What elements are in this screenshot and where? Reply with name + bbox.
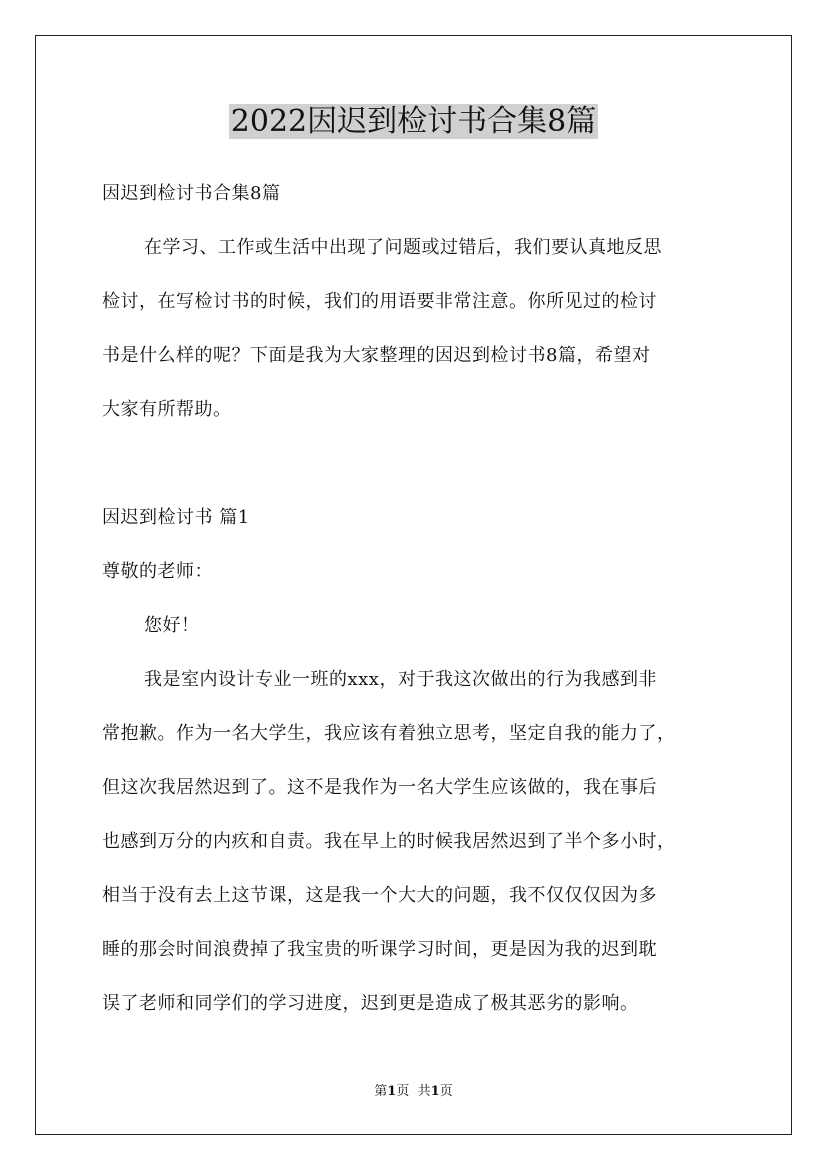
greeting: 您好！ (144, 615, 200, 636)
blank-line (102, 437, 742, 491)
body-line-6: 睡的那会时间浪费掉了我宝贵的听课学习时间，更是因为我的迟到耽 (102, 939, 657, 960)
total-pages: 1 (430, 1084, 440, 1099)
total-suffix: 页 (439, 1084, 453, 1099)
body-line-2: 常抱歉。作为一名大学生，我应该有着独立思考，坚定自我的能力了， (102, 723, 676, 744)
salutation: 尊敬的老师： (102, 561, 213, 582)
intro-line-3: 书是什么样的呢？下面是我为大家整理的因迟到检讨书8篇，希望对 (102, 345, 651, 366)
body-line-1: 我是室内设计专业一班的xxx，对于我这次做出的行为我感到非 (144, 669, 657, 690)
body-line-3: 但这次我居然迟到了。这不是我作为一名大学生应该做的，我在事后 (102, 777, 657, 798)
document-body (102, 167, 742, 1031)
page-prefix: 第 (374, 1084, 388, 1099)
body-line-5: 相当于没有去上这节课，这是我一个大大的问题，我不仅仅仅因为多 (102, 885, 657, 906)
body-line-7: 误了老师和同学们的学习进度，迟到更是造成了极其恶劣的影响。 (102, 993, 639, 1014)
intro-line-2: 检讨，在写检讨书的时候，我们的用语要非常注意。你所见过的检讨 (102, 291, 657, 312)
page-footer (0, 1083, 827, 1101)
intro-line-1: 在学习、工作或生活中出现了问题或过错后，我们要认真地反思 (144, 237, 662, 258)
section-heading: 因迟到检讨书 篇1 (102, 507, 250, 528)
body-line-4: 也感到万分的内疚和自责。我在早上的时候我居然迟到了半个多小时， (102, 831, 676, 852)
total-prefix: 共 (417, 1084, 431, 1099)
page-number: 1 (387, 1084, 397, 1099)
page-suffix: 页 (396, 1084, 410, 1099)
document-title (0, 102, 827, 142)
document-title-text: 2022因迟到检讨书合集8篇 (230, 104, 597, 139)
document-subtitle: 因迟到检讨书合集8篇 (102, 183, 281, 204)
intro-line-4: 大家有所帮助。 (102, 399, 232, 420)
